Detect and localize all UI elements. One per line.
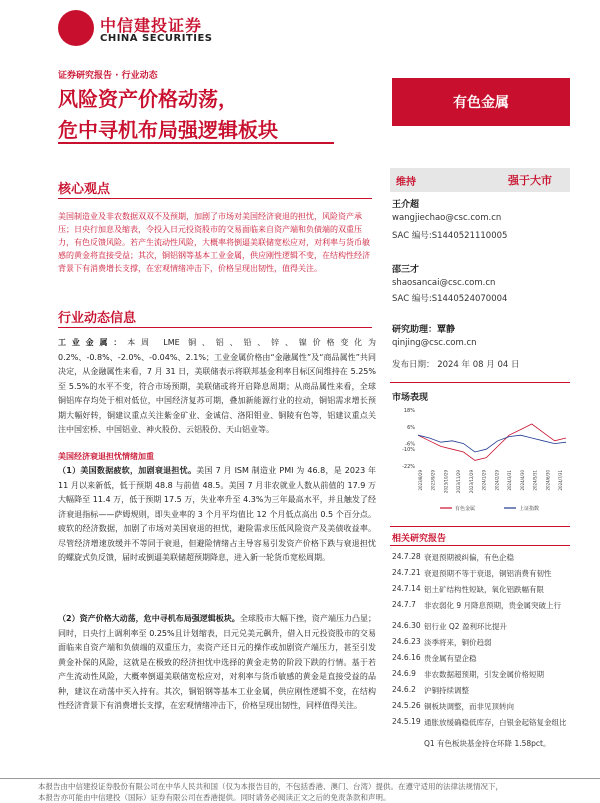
research-assistant: 研究助理：覃静 [392, 325, 456, 335]
rating-label: 维持 [396, 177, 416, 188]
related-report-item[interactable] [392, 738, 572, 749]
market-performance-chart [390, 404, 570, 516]
paragraph-text: 美国 7 月 ISM 制造业 PMI 为 46.8，是 2023 年 11 月以来新低，低于预期 48.8 与前值 48.5。美国 7 月非农就业人数从前值的 17.9 万大幅降至 11.4 万，低于预期 17.5 万，失业率升至 4.3%为三年最高水平，并且触发了经济衰退指标——萨姆规则，即失业率的 3 个月平均值比 12 个月低点高出 0.5 个百分点。疲软的经济数据，加剧了市场对美国衰退的担忧，避险需求压低风险资产及美债收益率。尽管经济增速放缓并不等同于衰退，但避险情绪占主导容易引发资产价格下跌与衰退担忧的螺旋式负反馈，届时或倒逼美联储超预期降息，进入新一轮货币宽松周期。 [58, 466, 376, 562]
y-tick-label: -22% [402, 464, 415, 470]
industrial-metals-paragraph [58, 336, 376, 438]
analyst-sac: SAC 编号:S1440524070004 [392, 294, 508, 304]
analyst-name: 邵三才 [392, 265, 420, 275]
paragraph-text: 全球股市大幅下挫，资产端压力凸显；同时，日央行上调利率至 0.25%且计划缩表，日元兑美元飙升，借入日元投资股市的交易面临来自资产端和负债端的双重压力，卖资产还日元的操作或加剧资产端压力，甚至引发黄金补保的风险，这就是在极致的经济担忧中选择的黄金走势的阶段下跌的行情。基于若产生流动性风险，大概率倒逼美联储宽松应对，对利率与货币敏感的黄金是直接受益的品种，建议在动荡中买入持有。其次，铜铝钢等基本工业金属，供应刚性逻辑不变，在结构性经济背景下有消费增长支撑，在宏观情绪冲击下，价格呈现出韧性，同样值得关注。 [58, 614, 376, 710]
related-report-item[interactable] [392, 701, 572, 712]
logo-chinese-name: 中信建投证券 [100, 16, 203, 35]
analyst-sac: SAC 编号:S1440521110005 [392, 231, 508, 241]
section-divider [58, 198, 372, 199]
related-report-date: 24.7.7 [392, 600, 416, 609]
sector-badge: 有色金属 [392, 78, 570, 126]
company-logo-icon [58, 10, 94, 46]
related-report-title: 铝土矿结构性短缺，氧化铝跌幅有限 [424, 585, 544, 594]
market-performance-heading: 市场表现 [392, 393, 429, 403]
x-tick-label: 2023/8/29 [418, 470, 423, 491]
core-points-heading: 核心观点 [58, 182, 111, 197]
related-report-item[interactable] [392, 552, 572, 563]
related-report-date [392, 738, 424, 749]
related-report-date: 24.6.23 [392, 637, 421, 646]
related-report-title: 通胀放缓确稳低库存，白银金起铬复金组比 [424, 718, 567, 727]
x-tick-label: 2023/10/29 [443, 470, 449, 494]
x-tick-label: 2024/5/31 [532, 470, 538, 491]
analyst-email[interactable]: shaosancai@csc.com.cn [392, 278, 496, 288]
title-underline [58, 142, 334, 144]
related-report-date: 24.7.14 [392, 584, 421, 593]
footer-line: 本报告亦可能由中信建投（国际）证券有限公司在香港提供。同时请务必阅读正文之后的免责条款和声明。 [38, 793, 391, 802]
sidebar-divider [390, 545, 570, 546]
x-tick-label: 2024/2/29 [494, 470, 500, 491]
related-report-date: 24.6.9 [392, 669, 416, 678]
related-report-date: 24.5.26 [392, 701, 421, 710]
paragraph-label: （1）美国数据疲软，加剧衰退担忧。 [58, 466, 197, 475]
industry-dynamics-heading: 行业动态信息 [58, 311, 137, 326]
related-report-item[interactable] [392, 600, 572, 611]
sub-heading: 美国经济衰退担忧情绪加重 [58, 452, 154, 461]
related-report-title: Q1 有色板块基金持仓环降 1.58pct。 [424, 739, 551, 748]
footer-divider [0, 778, 600, 779]
x-tick-label: 2024/4/30 [519, 470, 525, 491]
related-report-item[interactable] [392, 584, 572, 595]
related-report-title: 非农数据超预期，引发金属价格短期 [424, 670, 544, 679]
sidebar-divider [390, 526, 570, 527]
series-line-1 [418, 435, 566, 452]
asset-price-paragraph [58, 612, 376, 714]
report-title-line1: 风险资产价格动荡， [58, 87, 238, 111]
report-title-line2: 危中寻机布局强逻辑板块 [58, 118, 278, 142]
related-report-item[interactable] [392, 621, 572, 632]
publish-date: 发布日期： 2024 年 08 月 04 日 [392, 360, 520, 370]
analyst-name: 王介超 [392, 200, 420, 210]
y-tick-label: 6% [407, 424, 415, 431]
related-report-title: 贵金属有望企稳 [424, 654, 477, 663]
x-tick-label: 2024/3/31 [507, 470, 513, 491]
related-report-date: 24.6.30 [392, 621, 421, 630]
assistant-email[interactable]: qinjing@csc.com.cn [392, 338, 477, 348]
analyst-email[interactable]: wangjiechao@csc.com.cn [392, 213, 502, 223]
y-tick-label: -6% [405, 441, 415, 448]
related-report-title: 铜板块调整，而非见顶转向 [424, 702, 514, 711]
x-tick-label: 2023/11/29 [456, 470, 462, 494]
related-report-item[interactable] [392, 685, 572, 696]
paragraph-label: （2）资产价格大动荡，危中寻机布局强逻辑板块。 [58, 614, 240, 623]
legend-label: 上证指数 [519, 506, 540, 512]
sidebar-divider [390, 382, 570, 383]
related-report-title: 非农弱化 9 月降息预期，贵金属突破上行 [424, 601, 562, 610]
related-report-date: 24.7.28 [392, 552, 421, 561]
logo-english-name: CHINA SECURITIES [100, 33, 213, 44]
related-report-date: 24.7.21 [392, 568, 421, 577]
related-report-date: 24.6.16 [392, 653, 421, 662]
x-tick-label: 2024/1/29 [481, 470, 487, 491]
us-data-paragraph [58, 464, 376, 566]
x-tick-label: 2024/7/31 [558, 470, 563, 491]
y-tick-label: -10% [402, 447, 415, 454]
related-report-title: 淡季将来，铜价趋弱 [424, 638, 492, 647]
paragraph-text: 本周 LME 铜、铝、铅、锌、镍价格变化为 0.2%、-0.8%、-2.0%、-0.04%、2.1%；工业金属价格由“金融属性”及“商品属性”共同决定，从金融属性来看，7 月 31 日，美联储表示将联邦基金利率目标区间维持在 5.25%至 5.5%的水平不变，符合市场预期，美联储或将开启降息周期；从商品属性来看，全球铜铝库存均处于相对低位，中国经济复苏可期，叠加新能源行业的拉动，铜铝需求增长预期大幅好转，铜建议重点关注紫金矿业、金诚信、洛阳钼业、铜陵有色等，铝建议重点关注中国宏桥、中国铝业、神火股份、云铝股份、天山铝业等。 [58, 338, 377, 434]
related-report-item[interactable] [392, 669, 572, 680]
related-report-date: 24.6.2 [392, 685, 416, 694]
related-report-item[interactable] [392, 653, 572, 664]
related-report-item[interactable] [392, 637, 572, 648]
related-reports-heading: 相关研究报告 [392, 534, 447, 544]
x-tick-label: 2023/9/29 [430, 470, 436, 491]
related-report-title: 铝行业 Q2 盈利环比提升 [424, 622, 507, 631]
related-report-title: 沪铜持续调整 [424, 686, 469, 695]
x-tick-label: 2024/6/30 [545, 470, 551, 491]
legend-label: 有色金属 [455, 506, 476, 512]
section-divider [58, 327, 372, 328]
related-report-item[interactable] [392, 568, 572, 579]
y-tick-label: 18% [403, 408, 415, 414]
report-type: 证券研究报告 · 行业动态 [58, 71, 158, 81]
footer-line: 本报告由中信建投证券股份有限公司在中华人民共和国（仅为本报告目的，不包括香港、澳门、台湾）提供。在遵守适用的法律法规情况下， [38, 782, 503, 791]
related-report-item[interactable] [392, 717, 572, 728]
rating-value: 强于大市 [508, 174, 552, 187]
related-report-title: 衰退预期不等于衰退，铜铝消费有韧性 [424, 569, 552, 578]
x-tick-label: 2023/12/29 [468, 470, 474, 494]
paragraph-label: 工业金属： [58, 338, 128, 347]
related-report-date: 24.5.19 [392, 717, 421, 726]
related-report-title: 衰退预期被纠偏，有色企稳 [424, 553, 514, 562]
core-points-text: 美国制造业及非农数据双双不及预期，加剧了市场对美国经济衰退的担忧，风险资产承压；日央行加息及缩表，令投入日元投资股市的交易面临来自资产端和负债端的双重压力，有色反馈风险。若产生流动性风险，大概率将倒逼美联储宽松应对，对利率与货币敏感的黄金将直接受益；其次，铜铝钢等基本工业金属，供应刚性逻辑不变，在结构性经济背景下有消费增长支撑，在宏观情绪冲击下，价格呈现出韧性，值得关注。 [58, 212, 370, 273]
